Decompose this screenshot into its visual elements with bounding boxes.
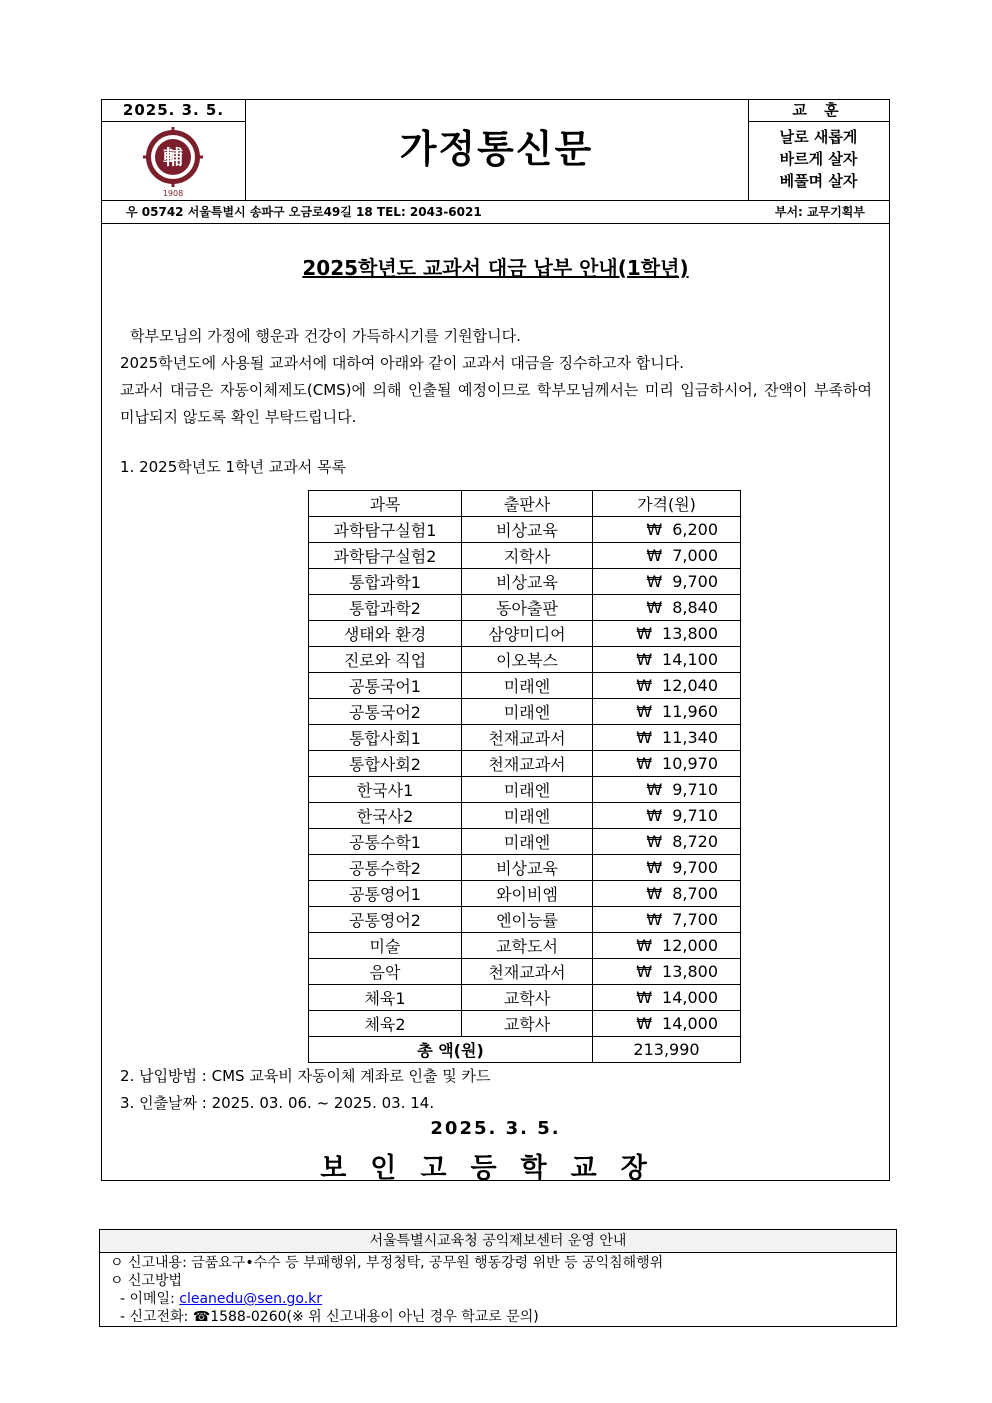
- subject-cell: 체육2: [309, 1011, 462, 1037]
- price-cell: [593, 751, 741, 777]
- publisher-cell: 비상교육: [462, 517, 593, 543]
- price-value: 6,200: [672, 520, 718, 539]
- motto-title: 교 훈: [748, 100, 889, 122]
- price-value: 14,000: [662, 988, 718, 1007]
- newsletter-title: 가정통신문: [399, 127, 594, 171]
- won-symbol: ₩: [646, 910, 663, 929]
- publisher-cell: 천재교과서: [462, 751, 593, 777]
- subject-cell: 공통국어1: [309, 673, 462, 699]
- publisher-cell: 동아출판: [462, 595, 593, 621]
- price-value: 9,710: [672, 806, 718, 825]
- price-cell: [593, 855, 741, 881]
- price-value: 11,340: [662, 728, 718, 747]
- intro-text: [120, 323, 872, 431]
- won-symbol: ₩: [646, 546, 663, 565]
- price-value: 13,800: [662, 962, 718, 981]
- won-symbol: ₩: [646, 780, 663, 799]
- won-symbol: ₩: [646, 598, 663, 617]
- total-label: 총 액(원): [309, 1037, 593, 1063]
- price-value: 11,960: [662, 702, 718, 721]
- price-value: 8,720: [672, 832, 718, 851]
- price-value: 9,700: [672, 858, 718, 877]
- table-row: [309, 985, 741, 1011]
- total-row: [309, 1037, 741, 1063]
- publisher-cell: 미래엔: [462, 699, 593, 725]
- department: 부서: 교무기획부: [774, 205, 865, 219]
- table-row: [309, 595, 741, 621]
- won-symbol: ₩: [646, 520, 663, 539]
- subject-cell: 미술: [309, 933, 462, 959]
- school-emblem-icon: [102, 121, 245, 200]
- column-header-price: 가격(원): [593, 491, 741, 517]
- price-cell: [593, 959, 741, 985]
- subject-cell: 통합사회2: [309, 751, 462, 777]
- won-symbol: ₩: [636, 1014, 653, 1033]
- won-symbol: ₩: [646, 858, 663, 877]
- notice-phone: - 신고전화: ☎1588-0260(※ 위 신고내용이 아닌 경우 학교로 문의): [120, 1309, 539, 1325]
- school-logo: [102, 121, 246, 200]
- table-row: [309, 569, 741, 595]
- publisher-cell: 비상교육: [462, 569, 593, 595]
- notice-title: 서울특별시교육청 공익제보센터 운영 안내: [100, 1230, 896, 1253]
- motto-line: 베풀며 살자: [779, 172, 858, 190]
- price-cell: [593, 569, 741, 595]
- price-value: 9,710: [672, 780, 718, 799]
- subject-cell: 공통수학1: [309, 829, 462, 855]
- won-symbol: ₩: [636, 702, 653, 721]
- table-row: [309, 803, 741, 829]
- price-value: 10,970: [662, 754, 718, 773]
- notice-email-line: [120, 1290, 322, 1308]
- table-row: [309, 855, 741, 881]
- price-cell: [593, 543, 741, 569]
- subject-cell: 생태와 환경: [309, 621, 462, 647]
- price-value: 12,000: [662, 936, 718, 955]
- intro-line: 학부모님의 가정에 행운과 건강이 가득하시기를 기원합니다.: [130, 327, 521, 345]
- newsletter-title-cell: [245, 100, 749, 200]
- document-title: 2025학년도 교과서 대금 납부 안내(1학년): [302, 256, 689, 280]
- subject-cell: 통합과학1: [309, 569, 462, 595]
- price-cell: [593, 829, 741, 855]
- price-cell: [593, 777, 741, 803]
- publisher-cell: 미래엔: [462, 673, 593, 699]
- price-cell: [593, 517, 741, 543]
- publisher-cell: 삼양미디어: [462, 621, 593, 647]
- school-address: 우 05742 서울특별시 송파구 오금로49길 18 TEL: 2043-6021: [126, 205, 482, 219]
- table-row: [309, 543, 741, 569]
- subject-cell: 공통국어2: [309, 699, 462, 725]
- total-value: 213,990: [593, 1037, 741, 1063]
- email-link[interactable]: cleanedu@sen.go.kr: [179, 1291, 323, 1307]
- address-bar: [102, 200, 889, 224]
- won-symbol: ₩: [636, 650, 653, 669]
- signer-name: 보인고등학교장: [320, 1153, 671, 1184]
- publisher-cell: 교학사: [462, 985, 593, 1011]
- column-header-publisher: 출판사: [462, 491, 593, 517]
- price-cell: [593, 647, 741, 673]
- table-row: [309, 751, 741, 777]
- price-cell: [593, 621, 741, 647]
- price-cell: [593, 725, 741, 751]
- motto-line: 날로 새롭게: [779, 128, 858, 146]
- table-row: [309, 725, 741, 751]
- notice-report-method: ㅇ 신고방법: [110, 1273, 183, 1289]
- table-row: [309, 829, 741, 855]
- table-row: [309, 1011, 741, 1037]
- price-cell: [593, 1011, 741, 1037]
- motto-line: 바르게 살자: [779, 150, 858, 168]
- table-row: [309, 933, 741, 959]
- publisher-cell: 이오북스: [462, 647, 593, 673]
- price-value: 8,840: [672, 598, 718, 617]
- subject-cell: 통합과학2: [309, 595, 462, 621]
- column-header-subject: 과목: [309, 491, 462, 517]
- won-symbol: ₩: [646, 806, 663, 825]
- publisher-cell: 교학도서: [462, 933, 593, 959]
- subject-cell: 한국사1: [309, 777, 462, 803]
- won-symbol: ₩: [636, 624, 653, 643]
- document-frame: [101, 99, 890, 1184]
- price-cell: [593, 933, 741, 959]
- subject-cell: 과학탐구실험2: [309, 543, 462, 569]
- publisher-cell: 천재교과서: [462, 959, 593, 985]
- subject-cell: 공통수학2: [309, 855, 462, 881]
- intro-line: 교과서 대금은 자동이체제도(CMS)에 의해 인출될 예정이므로 학부모님께서는 미리 입금하시어, 잔액이 부족하여 미납되지 않도록 확인 부탁드립니다.: [120, 381, 872, 426]
- won-symbol: ₩: [636, 754, 653, 773]
- price-value: 8,700: [672, 884, 718, 903]
- publisher-cell: 엔이능률: [462, 907, 593, 933]
- won-symbol: ₩: [636, 962, 653, 981]
- subject-cell: 공통영어1: [309, 881, 462, 907]
- price-value: 7,000: [672, 546, 718, 565]
- notice-report-content: ㅇ 신고내용: 금품요구•수수 등 부패행위, 부정청탁, 공무원 행동강령 위반 등 공익침해행위: [110, 1255, 664, 1271]
- table-row: [309, 959, 741, 985]
- table-row: [309, 621, 741, 647]
- table-row: [309, 881, 741, 907]
- intro-line: 2025학년도에 사용될 교과서에 대하여 아래와 같이 교과서 대금을 징수하고자 합니다.: [120, 354, 685, 372]
- table-row: [309, 647, 741, 673]
- subject-cell: 한국사2: [309, 803, 462, 829]
- table-body: [309, 517, 741, 1037]
- price-cell: [593, 985, 741, 1011]
- subject-cell: 체육1: [309, 985, 462, 1011]
- price-cell: [593, 673, 741, 699]
- table-header-row: [309, 491, 741, 517]
- table-row: [309, 517, 741, 543]
- whistleblower-notice: [99, 1229, 897, 1327]
- won-symbol: ₩: [636, 728, 653, 747]
- won-symbol: ₩: [646, 884, 663, 903]
- header: [102, 100, 889, 200]
- price-cell: [593, 803, 741, 829]
- logo-year: 1908: [162, 189, 184, 198]
- won-symbol: ₩: [636, 676, 653, 695]
- textbook-table: [308, 490, 741, 1063]
- subject-cell: 통합사회1: [309, 725, 462, 751]
- publisher-cell: 와이비엠: [462, 881, 593, 907]
- price-cell: [593, 907, 741, 933]
- subject-cell: 공통영어2: [309, 907, 462, 933]
- publisher-cell: 비상교육: [462, 855, 593, 881]
- publisher-cell: 교학사: [462, 1011, 593, 1037]
- publisher-cell: 천재교과서: [462, 725, 593, 751]
- signature-date: 2025. 3. 5.: [430, 1118, 561, 1139]
- table-row: [309, 699, 741, 725]
- publisher-cell: 미래엔: [462, 803, 593, 829]
- subject-cell: 음악: [309, 959, 462, 985]
- price-value: 9,700: [672, 572, 718, 591]
- table-row: [309, 907, 741, 933]
- payment-method: 2. 납입방법 : CMS 교육비 자동이체 계좌로 인출 및 카드: [120, 1067, 491, 1085]
- price-value: 7,700: [672, 910, 718, 929]
- logo-glyph: 輔: [163, 145, 183, 169]
- motto: [748, 121, 889, 200]
- publisher-cell: 미래엔: [462, 777, 593, 803]
- price-value: 12,040: [662, 676, 718, 695]
- won-symbol: ₩: [646, 572, 663, 591]
- won-symbol: ₩: [636, 988, 653, 1007]
- price-cell: [593, 595, 741, 621]
- price-value: 13,800: [662, 624, 718, 643]
- subject-cell: 과학탐구실험1: [309, 517, 462, 543]
- price-cell: [593, 881, 741, 907]
- table-row: [309, 777, 741, 803]
- table-row: [309, 673, 741, 699]
- price-value: 14,000: [662, 1014, 718, 1033]
- price-value: 14,100: [662, 650, 718, 669]
- withdrawal-dates: 3. 인출날짜 : 2025. 03. 06. ~ 2025. 03. 14.: [120, 1094, 435, 1112]
- publisher-cell: 지학사: [462, 543, 593, 569]
- publisher-cell: 미래엔: [462, 829, 593, 855]
- email-label: - 이메일:: [120, 1291, 180, 1307]
- issue-date: 2025. 3. 5.: [102, 100, 246, 122]
- won-symbol: ₩: [646, 832, 663, 851]
- price-cell: [593, 699, 741, 725]
- subject-cell: 진로와 직업: [309, 647, 462, 673]
- section-1-title: 1. 2025학년도 1학년 교과서 목록: [120, 458, 347, 476]
- won-symbol: ₩: [636, 936, 653, 955]
